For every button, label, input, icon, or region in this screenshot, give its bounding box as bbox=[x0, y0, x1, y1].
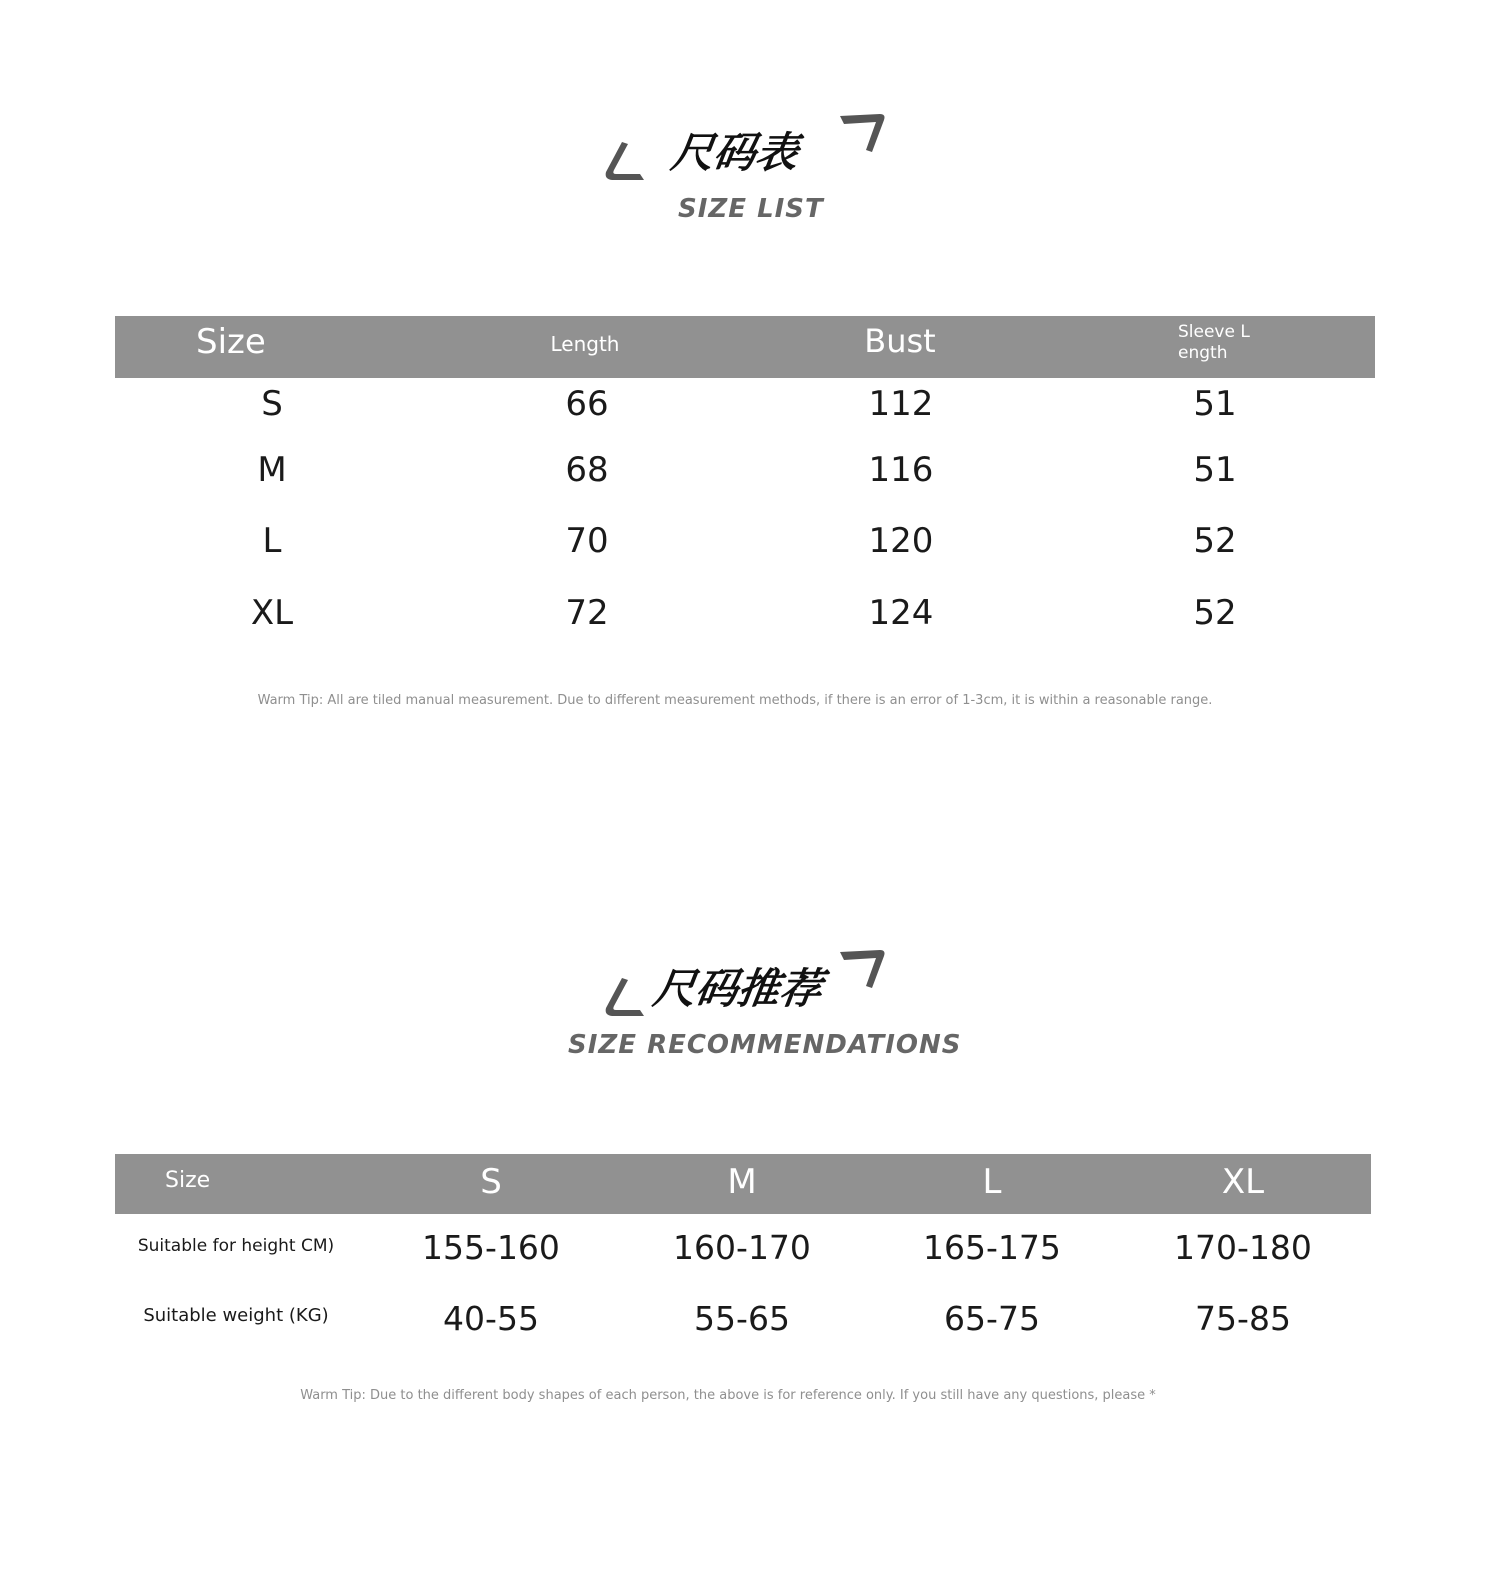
bust-cell: 124 bbox=[868, 593, 934, 633]
size-recommendations-title bbox=[0, 936, 1500, 1066]
length-cell: 72 bbox=[565, 593, 609, 633]
weight-m-cell: 55-65 bbox=[694, 1299, 790, 1338]
size-list-title-cn: 尺码表 bbox=[668, 128, 802, 177]
sleeve-cell: 52 bbox=[1193, 521, 1237, 561]
height-s-cell: 155-160 bbox=[422, 1228, 560, 1267]
row-label-height: Suitable for height CM) bbox=[137, 1236, 335, 1256]
weight-l-cell: 65-75 bbox=[944, 1299, 1040, 1338]
size-cell: XL bbox=[250, 593, 294, 633]
size-cell: S bbox=[261, 384, 283, 424]
height-xl-cell: 170-180 bbox=[1174, 1228, 1312, 1267]
size-list-title-en: SIZE LIST bbox=[678, 194, 824, 224]
sleeve-cell: 51 bbox=[1193, 450, 1237, 490]
length-cell: 68 bbox=[565, 450, 609, 490]
size-recommendations-warm-tip: Warm Tip: Due to the different body shapes of each person, the above is for reference only. If you still have any questions, please * bbox=[300, 1388, 1156, 1403]
height-m-cell: 160-170 bbox=[673, 1228, 811, 1267]
left-bracket-mark bbox=[600, 974, 650, 1024]
size-recommendations-header-s: S bbox=[480, 1162, 502, 1202]
size-list-warm-tip: Warm Tip: All are tiled manual measurement. Due to different measurement methods, if there is an error of 1-3cm, it is within a reasonable range. bbox=[257, 693, 1213, 708]
height-l-cell: 165-175 bbox=[923, 1228, 1061, 1267]
size-recommendations-header-size: Size bbox=[165, 1168, 211, 1193]
length-cell: 66 bbox=[565, 384, 609, 424]
sleeve-cell: 51 bbox=[1193, 384, 1237, 424]
size-recommendations-title-en: SIZE RECOMMENDATIONS bbox=[568, 1030, 962, 1060]
size-recommendations-header-l: L bbox=[982, 1162, 1002, 1202]
size-list-title bbox=[0, 100, 1500, 230]
size-cell: M bbox=[257, 450, 287, 490]
row-label-weight: Suitable weight (KG) bbox=[143, 1305, 329, 1326]
bust-cell: 120 bbox=[868, 521, 934, 561]
bust-cell: 112 bbox=[868, 384, 934, 424]
size-recommendations-header-xl: XL bbox=[1221, 1162, 1265, 1202]
weight-xl-cell: 75-85 bbox=[1195, 1299, 1291, 1338]
size-recommendations-header-m: M bbox=[727, 1162, 757, 1202]
weight-s-cell: 40-55 bbox=[443, 1299, 539, 1338]
length-cell: 70 bbox=[565, 521, 609, 561]
size-list-header-bust: Bust bbox=[864, 322, 936, 360]
size-cell: L bbox=[262, 521, 282, 561]
size-recommendations-title-cn: 尺码推荐 bbox=[650, 964, 826, 1013]
left-bracket-mark bbox=[600, 138, 650, 188]
right-bracket-mark bbox=[838, 946, 888, 992]
size-list-header-size: Size bbox=[196, 322, 266, 362]
bust-cell: 116 bbox=[868, 450, 934, 490]
right-bracket-mark bbox=[838, 110, 888, 156]
sleeve-cell: 52 bbox=[1193, 593, 1237, 633]
size-list-header-sleeve: Sleeve L ength bbox=[1178, 322, 1250, 363]
size-list-header-length: Length bbox=[550, 332, 620, 356]
